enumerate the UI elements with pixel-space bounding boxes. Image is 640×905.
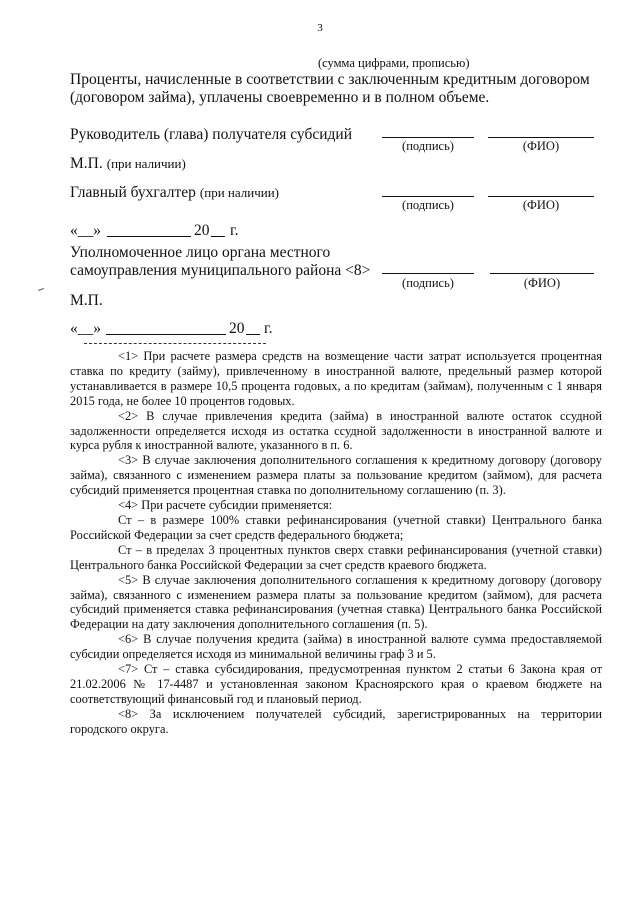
footnote-4: <4> При расчете субсидии применяется: bbox=[118, 498, 333, 513]
date-1-tail: г. bbox=[230, 222, 239, 239]
footnote-1: <1> При расчете размера средств на возмещение части затрат используется процентная ставка по кредиту (займу), привлеченному в иностранной валюте, предельный размер которой устанавливается в размере 10,5 процента годовых, а по кредитам (займам), полученным с 1 января 2015 года, не более 10 процентов годовых. bbox=[70, 349, 602, 408]
accountant-signature-line bbox=[382, 196, 474, 197]
footnote-8: <8> За исключением получателей субсидий, зарегистрированных на территории городского округа. bbox=[70, 706, 602, 736]
accountant-name-caption: (ФИО) bbox=[522, 198, 560, 212]
date-2-year-line bbox=[246, 334, 260, 335]
date-2-month-line bbox=[106, 334, 226, 335]
date-1-open: «__» bbox=[70, 222, 101, 239]
official-label-line-1: Уполномоченное лицо органа местного bbox=[70, 244, 331, 261]
chief-accountant bbox=[70, 184, 279, 202]
amount-hint: (сумма цифрами, прописью) bbox=[318, 56, 470, 70]
footnote-separator bbox=[84, 343, 266, 344]
chief-accountant-label: Главный бухгалтер bbox=[70, 184, 196, 201]
footnote-5: <5> В случае заключения дополнительного соглашения к кредитному договору (договору займа), связанного с изменением размера платы за пользование кредитом (займом), для расчета субсидий применяется ставка рефинансирования (учетная ставка) Центрального банка Российской Федерации на дату заключения дополнительного соглашения (п. 5). bbox=[70, 572, 602, 632]
seal-2: М.П. bbox=[70, 292, 103, 309]
head-signatory-label: Руководитель (глава) получателя субсидий bbox=[70, 126, 353, 143]
date-1-month-line bbox=[107, 236, 191, 237]
official-name-caption: (ФИО) bbox=[523, 276, 561, 290]
date-1-year: 20 bbox=[194, 222, 210, 239]
date-2-year: 20 bbox=[229, 320, 245, 337]
accountant-signature-caption: (подпись) bbox=[402, 198, 454, 212]
date-2-open: «__» bbox=[70, 320, 101, 337]
date-2-tail: г. bbox=[264, 320, 273, 337]
official-signature-line bbox=[382, 273, 474, 274]
statement-line-1: Проценты, начисленные в соответствии с заключенным кредитным договором bbox=[70, 71, 590, 88]
footnote-4-federal-rate: Ст – в размере 100% ставки рефинансирования (учетной ставки) Центрального банка Российской Федерации за счет средств федерального бюджета; bbox=[70, 512, 602, 542]
chief-accountant-note: (при наличии) bbox=[199, 185, 279, 200]
footnote-4-regional-rate: Ст – в пределах 3 процентных пунктов сверх ставки рефинансирования (учетной ставки) Центрального банка Российской Федерации за счет средств краевого бюджета. bbox=[70, 542, 602, 572]
official-name-line bbox=[490, 273, 594, 274]
accountant-name-line bbox=[488, 196, 594, 197]
official-signature-caption: (подпись) bbox=[402, 276, 454, 290]
footnote-2: <2> В случае привлечения кредита (займа) в иностранной валюте остаток ссудной задолженности определяется исходя из остатка ссудной задолженности в иностранной валюте и курса рубля к иностранной валюте, указанного в п. 6. bbox=[70, 408, 602, 453]
footnotes bbox=[70, 349, 602, 737]
head-name-line bbox=[488, 137, 594, 138]
footnote-7: <7> Ст – ставка субсидирования, предусмотренная пунктом 2 статьи 6 Закона края от 21.02.2006 № 17-4487 и установленная законом Красноярского края о краевом бюджете на соответствующий финансовый год и плановый период. bbox=[70, 662, 602, 706]
head-signature-line bbox=[382, 137, 474, 138]
statement-line-2: (договором займа), уплачены своевременно и в полном объеме. bbox=[70, 89, 490, 106]
head-signature-caption: (подпись) bbox=[402, 139, 454, 153]
page-number: 3 bbox=[317, 22, 323, 34]
footnote-3: <3> В случае заключения дополнительного соглашения к кредитному договору (договору займа), связанного с изменением размера платы за пользование кредитом (займом), для расчета субсидий применяется процентная ставка по дополнительному соглашению (п. 3). bbox=[70, 453, 602, 498]
head-name-caption: (ФИО) bbox=[522, 139, 560, 153]
seal-1 bbox=[70, 155, 186, 173]
date-1-year-line bbox=[211, 236, 225, 237]
footnote-6: <6> В случае получения кредита (займа) в иностранной валюте сумма предоставляемой субсидии определяется исходя из минимальной величины граф 3 и 5. bbox=[70, 632, 602, 662]
official-label-line-2: самоуправления муниципального района <8> bbox=[70, 262, 371, 279]
seal-1-label: М.П. bbox=[70, 155, 103, 172]
margin-mark bbox=[38, 288, 44, 291]
seal-1-note: (при наличии) bbox=[106, 156, 186, 171]
